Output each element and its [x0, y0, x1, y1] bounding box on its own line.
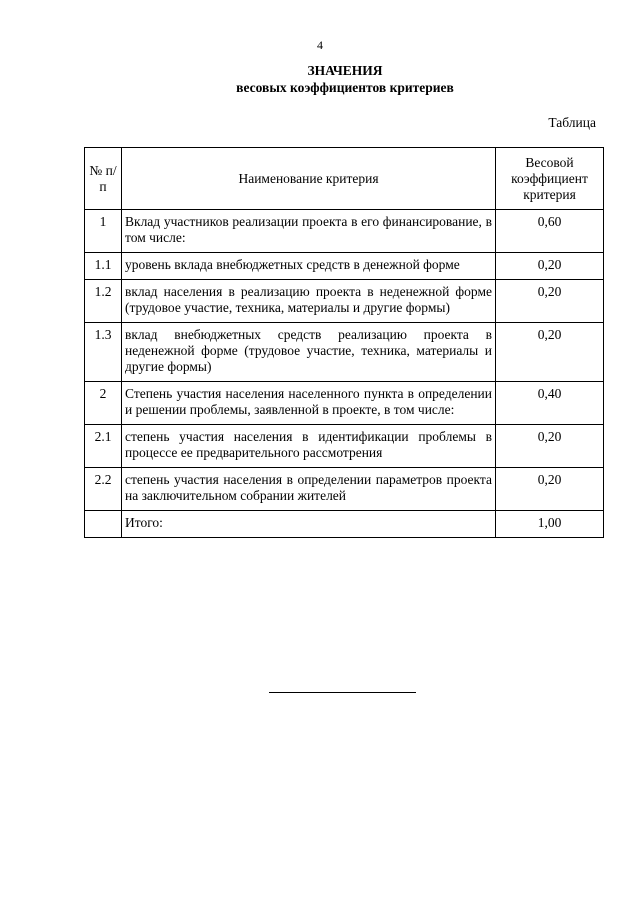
row-name: вклад населения в реализацию проекта в неденежной форме (трудовое участие, техника, материалы и другие формы) [122, 280, 496, 323]
document-title [0, 62, 640, 96]
row-num: 1.3 [85, 323, 122, 382]
row-coef: 0,40 [496, 382, 604, 425]
row-num: 2.1 [85, 425, 122, 468]
row-num: 2.2 [85, 468, 122, 511]
row-coef: 0,20 [496, 323, 604, 382]
table-row [85, 323, 604, 382]
row-name: степень участия населения в определении параметров проекта на заключительном собрании жителей [122, 468, 496, 511]
table-row [85, 210, 604, 253]
row-coef: 0,20 [496, 253, 604, 280]
table-row [85, 280, 604, 323]
row-num: 1 [85, 210, 122, 253]
row-coef: 0,20 [496, 468, 604, 511]
table-header-row [85, 148, 604, 210]
row-num: 1.2 [85, 280, 122, 323]
row-coef: 0,20 [496, 280, 604, 323]
end-divider-line [269, 692, 416, 693]
table-total-row [85, 511, 604, 538]
table-row [85, 253, 604, 280]
title-line-2: весовых коэффициентов критериев [236, 80, 454, 95]
total-num [85, 511, 122, 538]
table-row [85, 382, 604, 425]
table-row [85, 425, 604, 468]
title-line-1: ЗНАЧЕНИЯ [307, 63, 383, 78]
row-name: степень участия населения в идентификации проблемы в процессе ее предварительного рассмотрения [122, 425, 496, 468]
total-coef: 1,00 [496, 511, 604, 538]
row-coef: 0,60 [496, 210, 604, 253]
table-row [85, 468, 604, 511]
row-name: Степень участия населения населенного пункта в определении и решении проблемы, заявленной в проекте, в том числе: [122, 382, 496, 425]
row-name: Вклад участников реализации проекта в его финансирование, в том числе: [122, 210, 496, 253]
header-coef: Весовой коэффициент критерия [496, 148, 604, 210]
header-num: № п/п [85, 148, 122, 210]
page-number: 4 [317, 38, 323, 52]
row-num: 1.1 [85, 253, 122, 280]
criteria-table [84, 147, 604, 538]
table-caption: Таблица [548, 115, 596, 130]
row-num: 2 [85, 382, 122, 425]
header-name: Наименование критерия [122, 148, 496, 210]
total-label: Итого: [122, 511, 496, 538]
row-name: вклад внебюджетных средств реализацию проекта в неденежной форме (трудовое участие, техника, материалы и другие формы) [122, 323, 496, 382]
row-coef: 0,20 [496, 425, 604, 468]
row-name: уровень вклада внебюджетных средств в денежной форме [122, 253, 496, 280]
